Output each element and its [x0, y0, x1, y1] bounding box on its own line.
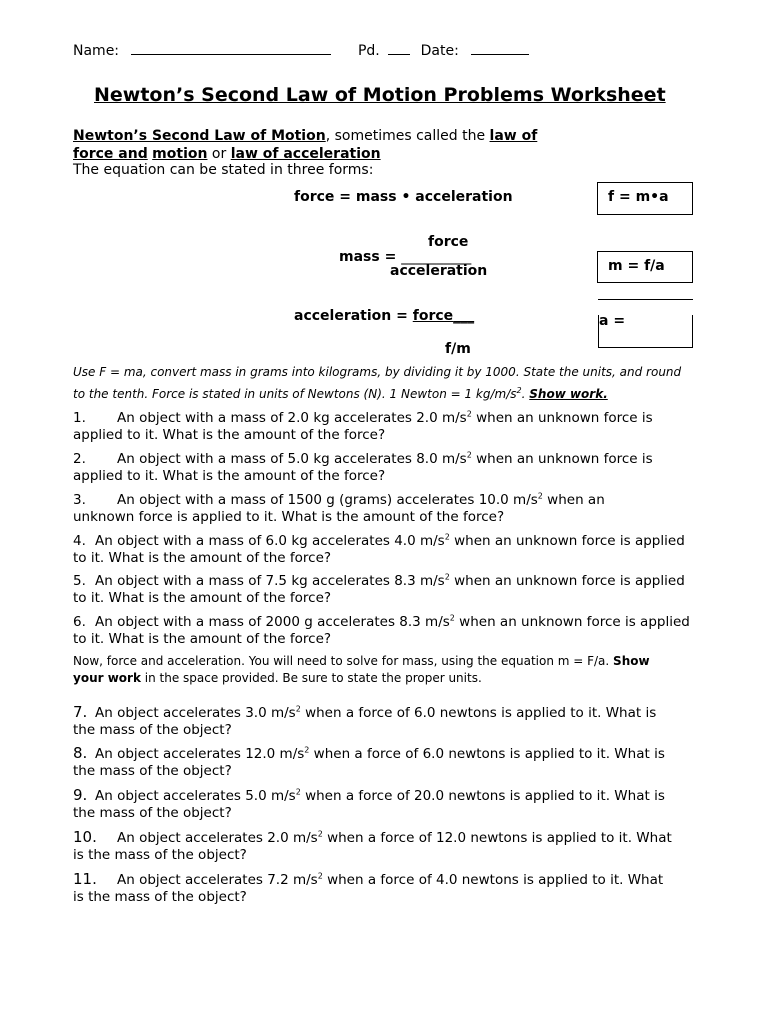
- equation-force: force = mass • acceleration: [294, 189, 513, 205]
- problem-text-line2: is the mass of the object?: [73, 889, 247, 905]
- name-field[interactable]: [131, 42, 331, 55]
- problem-text-line2: the mass of the object?: [73, 722, 232, 738]
- problem-number: 4.: [73, 533, 86, 549]
- problem-text: An object accelerates 12.0 m/s: [95, 746, 305, 762]
- problem-text-cont: when a force of 4.0 newtons is applied to it. What: [322, 872, 664, 888]
- problem-item: [73, 533, 685, 567]
- superscript: 2: [537, 491, 543, 501]
- problem-text: An object with a mass of 2.0 kg accelerates 2.0 m/s: [117, 410, 467, 426]
- equation-mass-label: mass =: [339, 249, 402, 265]
- problem-text-cont: when an unknown force is applied: [449, 533, 685, 549]
- problem-text-line2: unknown force is applied to it. What is the amount of the force?: [73, 509, 505, 525]
- problem-text: An object accelerates 3.0 m/s: [95, 705, 296, 721]
- term-law-of-acceleration: law of acceleration: [230, 146, 381, 162]
- formula-acceleration: a =: [599, 313, 626, 329]
- problem-number: 2.: [73, 451, 86, 467]
- problem-number: 5.: [73, 573, 86, 589]
- problem-text: An object with a mass of 5.0 kg accelerates 8.0 m/s: [117, 451, 467, 467]
- formula-force: f = m•a: [608, 189, 669, 205]
- problem-text: An object accelerates 2.0 m/s: [117, 830, 318, 846]
- equation-acceleration-label: acceleration =: [294, 308, 413, 324]
- problem-text-line2: is the mass of the object?: [73, 847, 247, 863]
- problem-number: 8.: [73, 744, 88, 762]
- intro-text-2: or: [207, 146, 231, 162]
- superscript: 2: [444, 532, 450, 542]
- show-emphasis: Show: [613, 654, 650, 668]
- problem-item: [73, 410, 653, 444]
- problem-number: 10.: [73, 828, 97, 846]
- problem-text-line2: applied to it. What is the amount of the force?: [73, 468, 386, 484]
- intro-line-1: [73, 128, 537, 145]
- formula-box-force: [597, 182, 693, 215]
- formula-box-acceleration: [598, 315, 693, 348]
- problem-item: [73, 871, 663, 906]
- problem-text-cont: when an unknown force is: [471, 451, 653, 467]
- problem-text-cont: when an unknown force is applied: [449, 573, 685, 589]
- instructions-punct: .: [521, 387, 530, 401]
- formula-mass: m = f/a: [608, 258, 665, 274]
- superscript: 2: [295, 704, 301, 714]
- equation-mass-numerator: force: [428, 234, 469, 250]
- instructions-mass-line-2: [73, 671, 482, 685]
- instructions-mass-line-1: [73, 654, 650, 668]
- fraction-line: __________: [401, 249, 472, 265]
- superscript: 2: [466, 450, 472, 460]
- superscript: 2: [304, 745, 310, 755]
- term-motion: motion: [152, 146, 208, 162]
- equation-acceleration-tail: ___: [453, 308, 475, 324]
- problem-text-cont: when an unknown force is applied: [454, 614, 690, 630]
- date-label: Date:: [420, 43, 459, 59]
- superscript: 2: [317, 871, 323, 881]
- problem-number: 11.: [73, 870, 97, 888]
- problem-number: 6.: [73, 614, 86, 630]
- problem-item: [73, 745, 665, 780]
- instructions-force-line-1: Use F = ma, convert mass in grams into kilograms, by dividing it by 1000. State the units, and round: [73, 365, 682, 379]
- problem-text-cont: when an: [542, 492, 605, 508]
- superscript: 2: [317, 829, 323, 839]
- problem-text-cont: when an unknown force is: [471, 410, 653, 426]
- problem-item: [73, 573, 685, 607]
- instructions-force-line-2: [73, 383, 608, 405]
- problem-text-cont: when a force of 6.0 newtons is applied to it. What is: [300, 705, 657, 721]
- pd-label: Pd.: [357, 43, 380, 59]
- problem-text: An object with a mass of 7.5 kg accelerates 8.3 m/s: [95, 573, 445, 589]
- instructions-text: to the tenth. Force is stated in units of Newtons (N). 1 Newton = 1 kg/m/s: [73, 387, 517, 401]
- show-work-emphasis: Show work.: [529, 387, 608, 401]
- date-field[interactable]: [471, 42, 529, 55]
- pd-field[interactable]: [388, 42, 410, 55]
- problem-text-line2: to it. What is the amount of the force?: [73, 550, 332, 566]
- formula-box-mass: [597, 251, 693, 283]
- problem-text-line2: to it. What is the amount of the force?: [73, 631, 332, 647]
- superscript: 2: [295, 787, 301, 797]
- problem-text: An object accelerates 5.0 m/s: [95, 788, 296, 804]
- intro-line-2: [73, 146, 381, 163]
- superscript: 2: [516, 386, 522, 395]
- term-newtons-second-law: Newton’s Second Law of Motion: [73, 128, 326, 144]
- term-force-and: force and: [73, 146, 148, 162]
- problem-text-cont: when a force of 12.0 newtons is applied to it. What: [322, 830, 672, 846]
- superscript: 2: [466, 409, 472, 419]
- superscript: 2: [444, 572, 450, 582]
- problem-item: [73, 614, 690, 648]
- problem-item: [73, 829, 672, 864]
- problem-item: [73, 704, 656, 739]
- your-work-emphasis: your work: [73, 671, 141, 685]
- problem-number: 1.: [73, 410, 86, 426]
- equation-acceleration-numerator: force: [412, 308, 454, 324]
- term-law-of: law of: [489, 128, 538, 144]
- problem-text-line2: to it. What is the amount of the force?: [73, 590, 332, 606]
- problem-text: An object accelerates 7.2 m/s: [117, 872, 318, 888]
- problem-item: [73, 787, 665, 822]
- problem-text: An object with a mass of 2000 g accelerates 8.3 m/s: [95, 614, 450, 630]
- formula-acceleration-denominator: f/m: [445, 341, 471, 357]
- superscript: 2: [449, 613, 455, 623]
- formula-box-acceleration-top-rule: [598, 299, 693, 300]
- intro-text-1: , sometimes called the: [325, 128, 490, 144]
- problem-text-line2: applied to it. What is the amount of the force?: [73, 427, 386, 443]
- instructions-mass-text-2: in the space provided. Be sure to state the proper units.: [140, 671, 482, 685]
- problem-number: 9.: [73, 786, 88, 804]
- problem-text: An object with a mass of 6.0 kg accelerates 4.0 m/s: [95, 533, 445, 549]
- problem-item: [73, 451, 653, 485]
- intro-line-3: The equation can be stated in three forms:: [73, 162, 374, 178]
- problem-item: [73, 492, 605, 526]
- name-label: Name:: [73, 43, 120, 59]
- problem-number: 3.: [73, 492, 86, 508]
- equation-mass-denominator: acceleration: [390, 263, 488, 279]
- problem-number: 7.: [73, 703, 88, 721]
- problem-text: An object with a mass of 1500 g (grams) accelerates 10.0 m/s: [117, 492, 538, 508]
- problem-text-line2: the mass of the object?: [73, 763, 232, 779]
- problem-text-cont: when a force of 6.0 newtons is applied to it. What is: [309, 746, 665, 762]
- page-title: Newton’s Second Law of Motion Problems Worksheet: [94, 84, 666, 106]
- problem-text-cont: when a force of 20.0 newtons is applied to it. What is: [300, 788, 665, 804]
- header: [73, 42, 529, 59]
- equation-acceleration: [294, 308, 474, 324]
- instructions-mass-text: Now, force and acceleration. You will need to solve for mass, using the equation m = F/a.: [73, 654, 614, 668]
- problem-text-line2: the mass of the object?: [73, 805, 232, 821]
